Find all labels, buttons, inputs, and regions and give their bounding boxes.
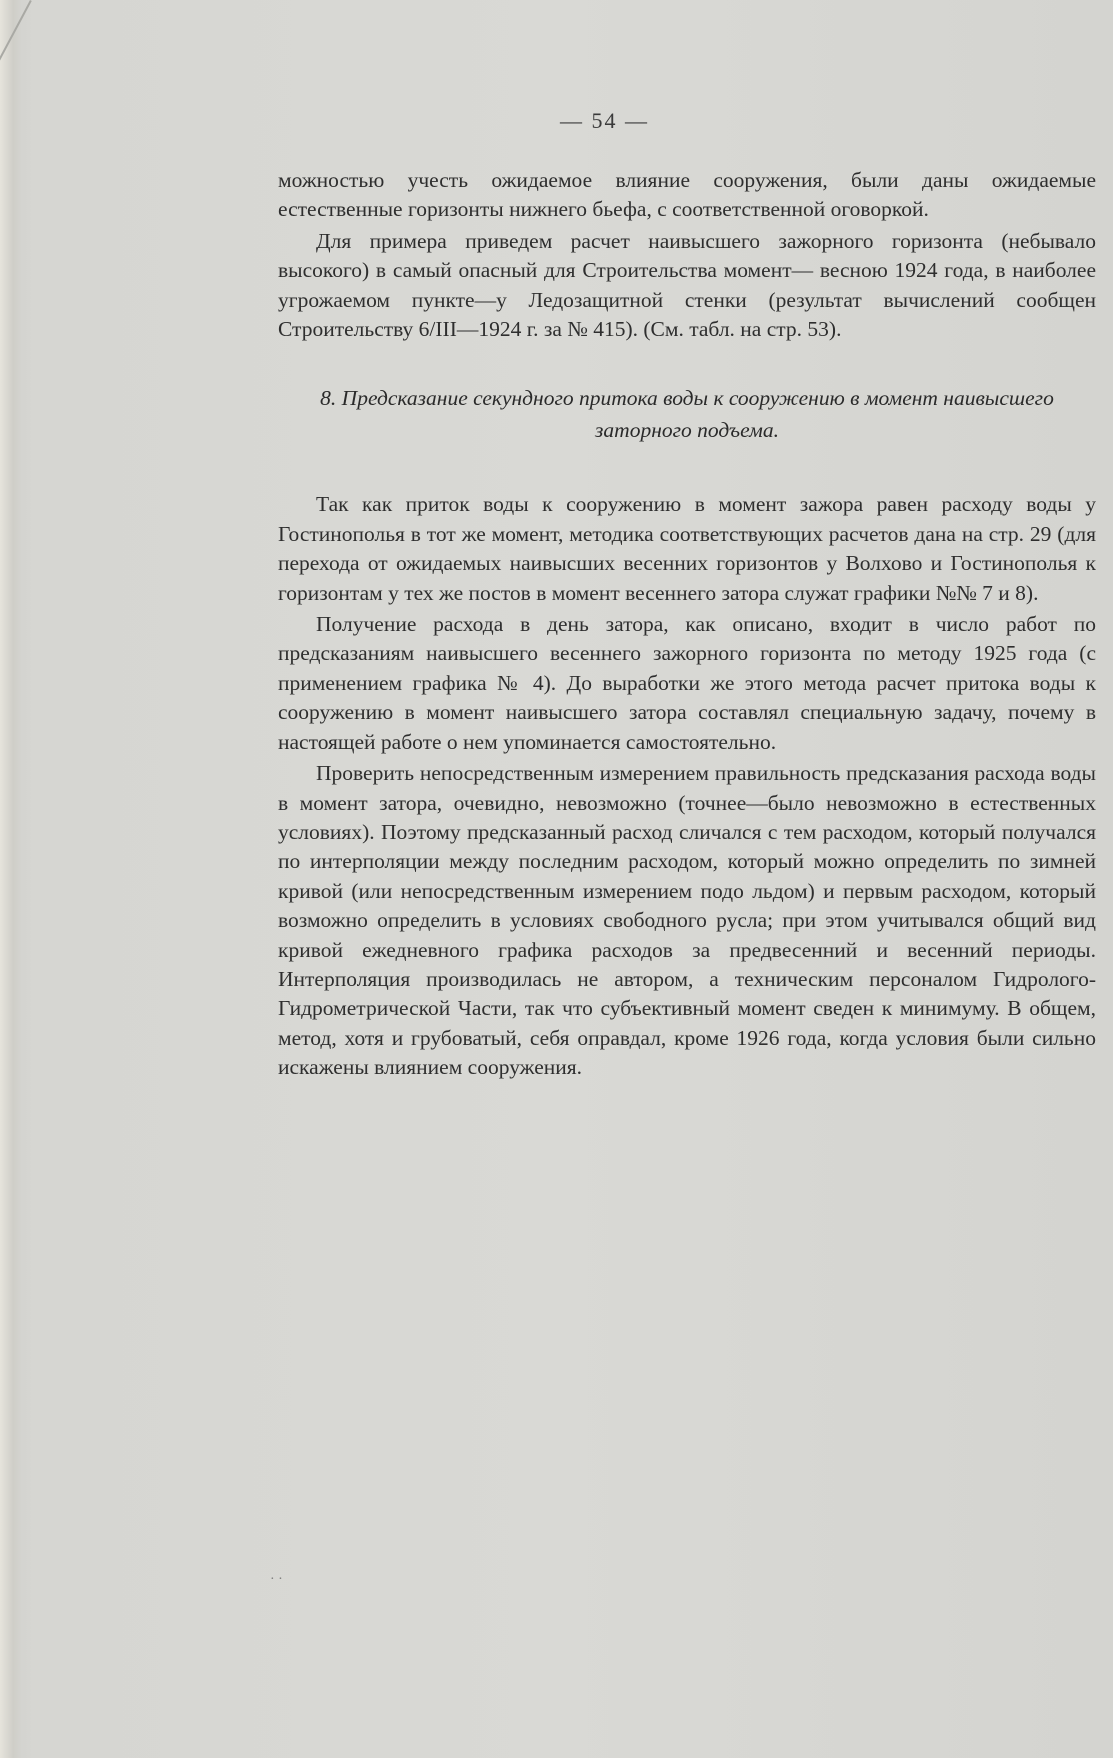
heading-spacer bbox=[278, 446, 1096, 490]
section-number: 8. bbox=[320, 386, 337, 411]
section-title: Предсказание секундного притока воды к сооружению в момент наивысшего заторного подъема. bbox=[341, 386, 1054, 443]
paragraph-inflow: Так как приток воды к сооружению в момент зажора равен расходу воды у Гостинополья в тот же момент, методика соответствующих расчетов дана на стр. 29 (для перехода от ожидаемых наивысших весенних горизонтов у Волхово и Гостинополья к горизонтам у тех же постов в момент весеннего затора служат графики №№ 7 и 8). bbox=[278, 492, 1096, 605]
paragraph-verification: Проверить непосредственным измерением правильность предсказания расхода воды в момент затора, очевидно, невозможно (точнее—было невозможно в естественных условиях). Поэтому предсказанный расход сличался с тем расходом, который получался по интерполяции между последним расходом, который можно определить по зимней кривой (или непосредственным измерением подо льдом) и первым расходом, который возможно определить в условиях свободного русла; при этом учитывался общий вид кривой ежедневного графика расходов за предвесенний и весенний периоды. Интерполяция производилась не автором, а техническим персоналом Гидролого-Гидрометрической Части, так что субъективный момент сведен к минимуму. В общем, метод, хотя и грубоватый, себя оправдал, кроме 1926 года, когда условия были сильно искажены влиянием сооружения. bbox=[278, 761, 1096, 1080]
body-text bbox=[278, 166, 1096, 1083]
print-specks: · · bbox=[270, 1572, 283, 1587]
page-binding-edge bbox=[0, 0, 22, 1758]
section-heading bbox=[278, 382, 1096, 446]
paragraph-discharge: Получение расхода в день затора, как описано, входит в число работ по предсказаниям наивысшего весеннего зажорного горизонта по методу 1925 года (с применением графика № 4). До выработки же этого метода расчет притока воды к сооружению в момент наивысшего затора составлял специальную задачу, почему в настоящей работе о нем упоминается самостоятельно. bbox=[278, 612, 1096, 754]
paragraph-example: Для примера приведем расчет наивысшего зажорного горизонта (небывало высокого) в самый опасный для Строительства момент— весною 1924 года, в наиболее угрожаемом пункте—у Ледозащитной стенки (результат вычислений сообщен Строительству 6/III—1924 г. за № 415). (См. табл. на стр. 53). bbox=[278, 228, 1096, 342]
page-number: — 54 — bbox=[560, 108, 649, 133]
paragraph-continuation: можностью учесть ожидаемое влияние сооружения, были даны ожидаемые естественные горизонты нижнего бьефа, с соответственной оговоркой. bbox=[278, 168, 1096, 222]
